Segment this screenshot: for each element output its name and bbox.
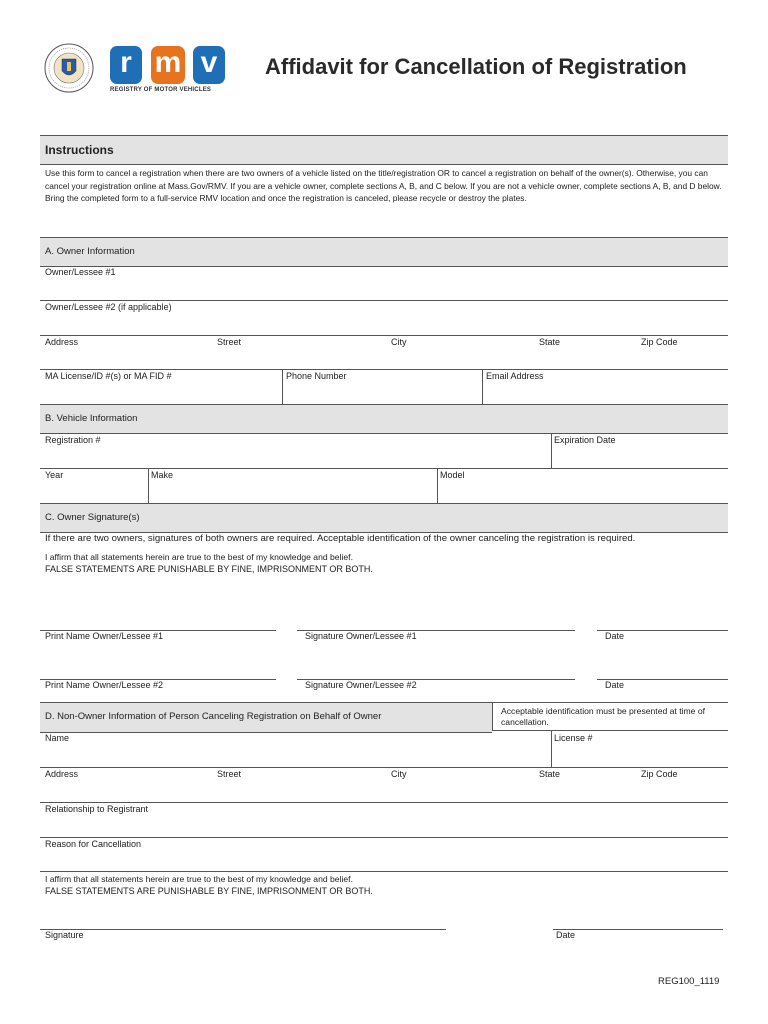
form-code: REG100_1119 [658,976,720,987]
section-d-heading: D. Non-Owner Information of Person Canceling Registration on Behalf of Owner [45,711,382,722]
section-c-header [40,503,728,533]
state-label-d: State [539,769,561,779]
city-label-d: City [391,769,407,779]
identification-note: Acceptable identification must be presented at time of cancellation. [501,706,705,727]
owner2-label: Owner/Lessee #2 (if applicable) [45,302,172,312]
date2-label: Date [605,680,625,690]
street-label-d: Street [217,769,242,779]
registration-label: Registration # [45,435,101,445]
owner1-label: Owner/Lessee #1 [45,267,116,277]
name-label-d: Name [45,733,70,743]
state-label-a: State [539,337,561,347]
date1-label: Date [605,631,625,641]
form-title: Affidavit for Cancellation of Registration [265,54,687,79]
address-label-a: Address [45,337,79,347]
rmv-logo-v: v [193,46,225,84]
signature-label-d: Signature [45,930,84,940]
rmv-logo-subtitle: REGISTRY OF MOTOR VEHICLES [110,87,212,93]
reason-label: Reason for Cancellation [45,839,142,849]
make-label: Make [151,470,174,480]
section-d-affirm2: FALSE STATEMENTS ARE PUNISHABLE BY FINE, IMPRISONMENT OR BOTH. [45,886,373,896]
section-b-header [40,404,728,434]
relationship-label: Relationship to Registrant [45,804,149,814]
address-label-d: Address [45,769,79,779]
signature-owner1-label: Signature Owner/Lessee #1 [305,631,417,641]
section-c-affirm1: I affirm that all statements herein are true to the best of my knowledge and belief. [45,552,353,562]
license-label-d: License # [554,733,593,743]
zip-label-a: Zip Code [641,337,678,347]
signature-owner2-label: Signature Owner/Lessee #2 [305,680,417,690]
section-a-heading: A. Owner Information [45,246,135,257]
phone-label: Phone Number [286,371,347,381]
model-label: Model [440,470,465,480]
city-label-a: City [391,337,407,347]
email-label: Email Address [486,371,544,381]
massachusetts-seal-icon [44,43,94,93]
date-label-d: Date [556,930,576,940]
rmv-logo-r: r [110,46,142,84]
print-name-owner1-label: Print Name Owner/Lessee #1 [45,631,164,641]
section-c-heading: C. Owner Signature(s) [45,512,140,523]
expiration-label: Expiration Date [554,435,616,445]
street-label-a: Street [217,337,242,347]
license-label-a: MA License/ID #(s) or MA FID # [45,371,172,381]
rmv-logo-m: m [151,46,185,84]
instructions-heading: Instructions [45,143,114,157]
section-c-note: If there are two owners, signatures of both owners are required. Acceptable identification of the owner canceling the registration is required. [45,533,636,544]
section-c-affirm2: FALSE STATEMENTS ARE PUNISHABLE BY FINE, IMPRISONMENT OR BOTH. [45,564,373,574]
section-d-affirm1: I affirm that all statements herein are true to the best of my knowledge and belief. [45,874,353,884]
year-label: Year [45,470,64,480]
print-name-owner2-label: Print Name Owner/Lessee #2 [45,680,164,690]
section-a-header [40,237,728,267]
instructions-header [40,135,728,165]
instructions-text: Use this form to cancel a registration when there are two owners of a vehicle listed on the title/registration OR to cancel a registration on behalf of the owner(s). Otherwise, you can cancel your registration online at Mass.Gov/RMV. If you are a vehicle owner, complete sections A, B, and C below. If you are not a vehicle owner, complete sections A, B, and D below. Bring the completed form to a full-service RMV location and once the registration is canceled, please recycle or destroy the plates. [45,168,722,204]
section-d-header [40,702,492,733]
section-b-heading: B. Vehicle Information [45,413,138,424]
zip-label-d: Zip Code [641,769,678,779]
